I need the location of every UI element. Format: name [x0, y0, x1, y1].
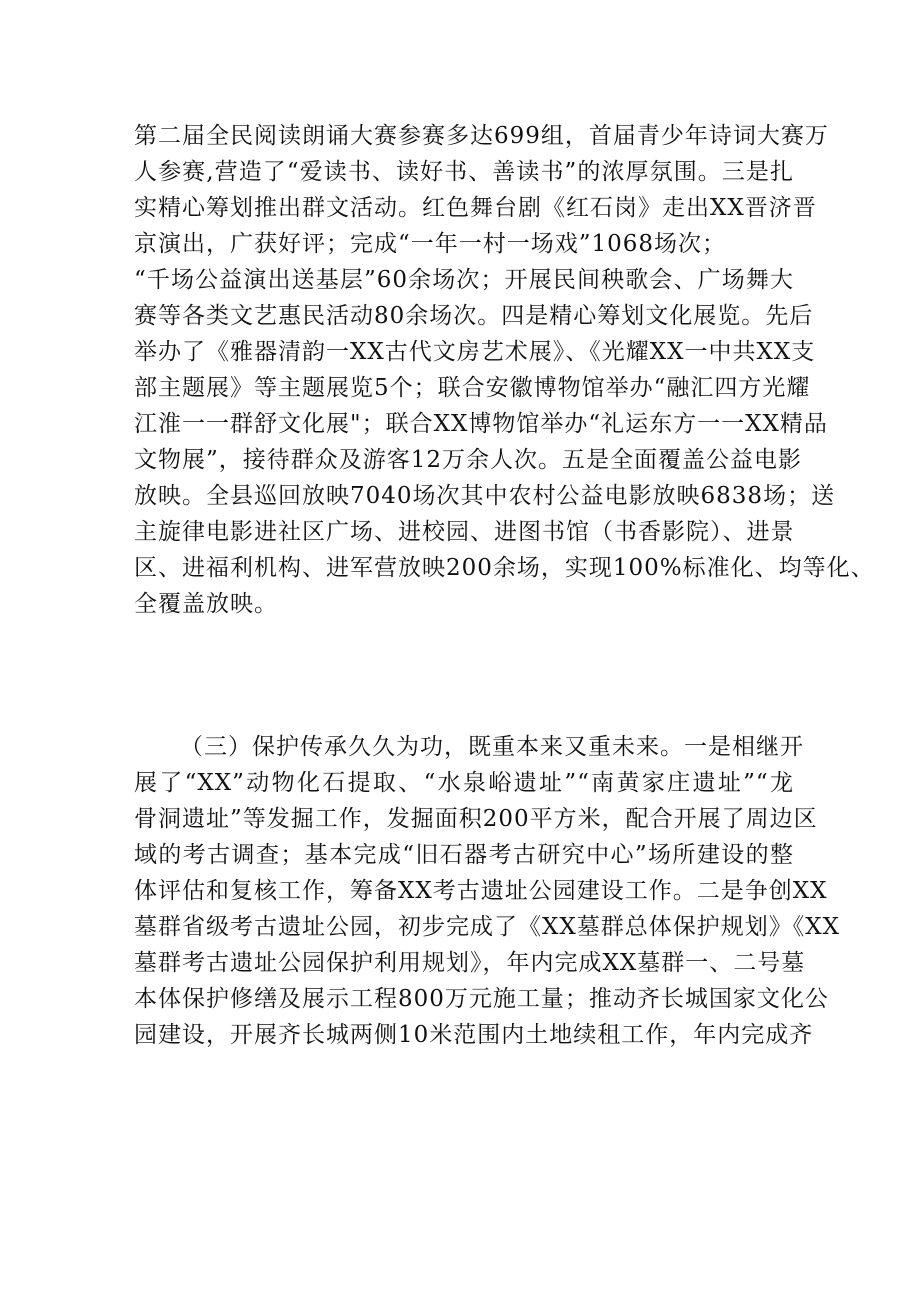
- paragraph-line: 举办了《雅器清韵一XX古代文房艺术展》、《光耀XX一中共XX支: [134, 339, 816, 365]
- paragraph-line: 主旋律电影进社区广场、进校园、进图书馆（书香影院）、进景: [134, 519, 795, 545]
- paragraph-line: 展了“XX”动物化石提取、“水泉峪遗址”“南黄家庄遗址”“龙: [134, 770, 794, 796]
- paragraph-line: 区、进福利机构、进军营放映200余场，实现100%标准化、均等化、: [134, 555, 875, 581]
- paragraph-line: 墓群省级考古遗址公园，初步完成了《XX墓群总体保护规划》《XX: [134, 914, 840, 940]
- paragraph-line: 赛等各类文艺惠民活动80余场次。四是精心筹划文化展览。先后: [134, 303, 814, 329]
- paragraph-line: 墓群考古遗址公园保护利用规划》，年内完成XX墓群一、二号墓: [134, 950, 806, 976]
- paragraph-cultural-activities: [134, 118, 875, 622]
- paragraph-line: 域的考古调查；基本完成“旧石器考古研究中心”场所建设的整: [134, 842, 794, 868]
- paragraph-line: 第二届全民阅读朗诵大赛参赛多达699组，首届青少年诗词大赛万: [134, 123, 829, 149]
- paragraph-line: 部主题展》等主题展览5个；联合安徽博物馆举办“融汇四方光耀: [134, 375, 811, 401]
- paragraph-line: 京演出，广获好评；完成“一年一村一场戏”1068场次；: [134, 231, 727, 257]
- paragraph-line: 园建设，开展齐长城两侧10米范围内土地续租工作，年内完成齐: [134, 1022, 814, 1048]
- paragraph-line: 骨洞遗址”等发掘工作，发掘面积200平方米，配合开展了周边区: [134, 806, 818, 832]
- paragraph-line: （三）保护传承久久为功，既重本来又重未来。一是相继开: [180, 734, 804, 760]
- paragraph-line: 人参赛,营造了“爱读书、读好书、善读书”的浓厚氛围。三是扎: [134, 159, 794, 185]
- paragraph-line: “千场公益演出送基层”60余场次；开展民间秧歌会、广场舞大: [134, 267, 794, 293]
- paragraph-line: 本体保护修缮及展示工程800万元施工量；推动齐长城国家文化公: [134, 986, 829, 1012]
- paragraph-line: 体评估和复核工作，筹备XX考古遗址公园建设工作。二是争创XX: [134, 878, 828, 904]
- paragraph-heritage-protection: [134, 729, 840, 1053]
- paragraph-line: 实精心筹划推出群文活动。红色舞台剧《红石岗》走出XX晋济晋: [134, 195, 817, 221]
- paragraph-line: 放映。全县巡回放映7040场次其中农村公益电影放映6838场；送: [134, 483, 836, 509]
- paragraph-line: 江淮一一群舒文化展"；联合XX博物馆举办“礼运东方一一XX精品: [134, 411, 828, 437]
- paragraph-line: 文物展”，接待群众及游客12万余人次。五是全面覆盖公益电影: [134, 447, 803, 473]
- paragraph-line: 全覆盖放映。: [134, 591, 278, 617]
